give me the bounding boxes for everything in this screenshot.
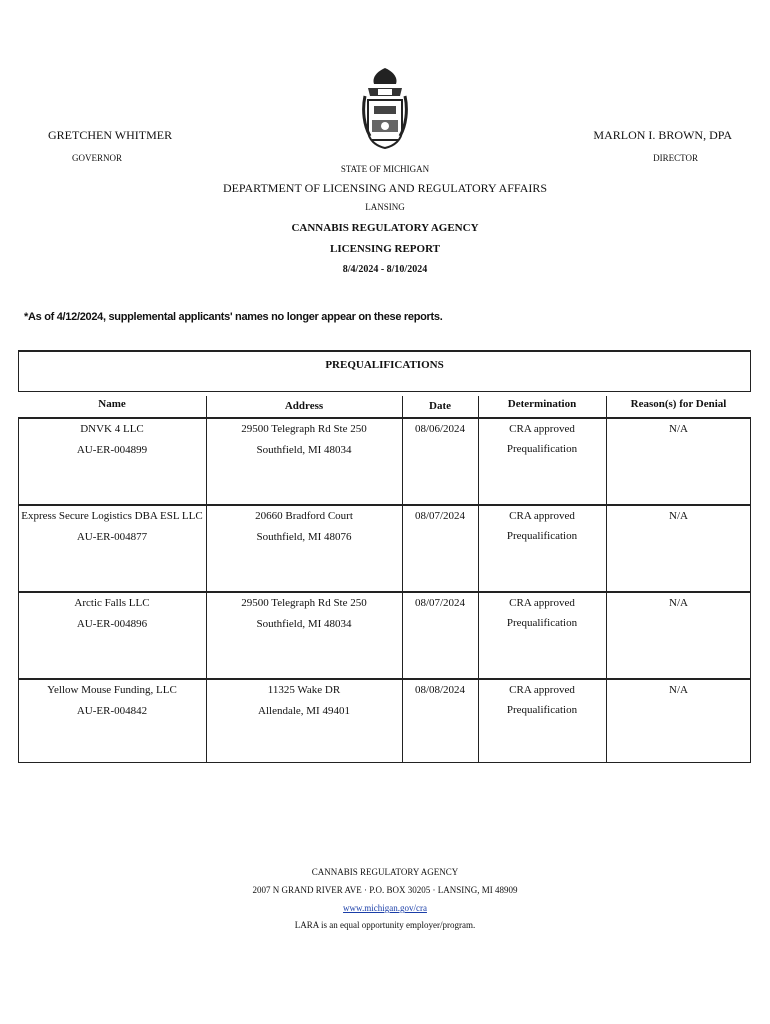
- row-license-id: AU-ER-004877: [76, 531, 148, 543]
- row-date: 08/07/2024: [414, 510, 466, 522]
- supplemental-note: *As of 4/12/2024, supplemental applicants' names no longer appear on these reports.: [24, 311, 443, 323]
- state-name: STATE OF MICHIGAN: [340, 164, 430, 174]
- row-date: 08/07/2024: [414, 597, 466, 609]
- prequalifications-table: [18, 350, 751, 764]
- column-header-address: Address: [284, 400, 324, 412]
- row-reason: N/A: [669, 597, 688, 609]
- footer-agency: CANNABIS REGULATORY AGENCY: [311, 867, 459, 877]
- row-license-id: AU-ER-004896: [76, 618, 148, 630]
- column-header-name: Name: [98, 398, 126, 410]
- row-reason: N/A: [669, 423, 688, 435]
- row-reason: N/A: [669, 684, 688, 696]
- row-determination: CRA approved Prequalification: [506, 597, 578, 629]
- row-reason: N/A: [669, 510, 688, 522]
- row-address-line2: Allendale, MI 49401: [258, 705, 350, 717]
- row-license-id: AU-ER-004899: [76, 444, 148, 456]
- column-header-determination: Determination: [507, 398, 577, 410]
- report-title: LICENSING REPORT: [330, 243, 440, 255]
- row-date: 08/08/2024: [414, 684, 466, 696]
- department-name: DEPARTMENT OF LICENSING AND REGULATORY AFFAIRS: [222, 181, 548, 195]
- report-date-range: 8/4/2024 - 8/10/2024: [342, 264, 428, 275]
- column-header-date: Date: [429, 400, 451, 412]
- director-name: MARLON I. BROWN, DPA: [593, 128, 732, 142]
- footer-eeo-statement: LARA is an equal opportunity employer/program.: [294, 920, 476, 930]
- row-determination: CRA approved Prequalification: [506, 510, 578, 542]
- column-header-reasons: Reason(s) for Denial: [630, 398, 727, 410]
- row-address-line1: 29500 Telegraph Rd Ste 250: [241, 597, 367, 609]
- row-address-line2: Southfield, MI 48076: [256, 531, 352, 543]
- row-date: 08/06/2024: [414, 423, 466, 435]
- section-title: PREQUALIFICATIONS: [325, 359, 444, 371]
- row-address-line2: Southfield, MI 48034: [256, 444, 352, 456]
- row-address-line1: 20660 Bradford Court: [255, 510, 353, 522]
- agency-name: CANNABIS REGULATORY AGENCY: [291, 222, 479, 234]
- row-determination: CRA approved Prequalification: [506, 423, 578, 455]
- row-determination: CRA approved Prequalification: [506, 684, 578, 716]
- row-name: Express Secure Logistics DBA ESL LLC: [21, 510, 203, 522]
- row-name: Yellow Mouse Funding, LLC: [47, 684, 177, 696]
- row-name: DNVK 4 LLC: [80, 423, 144, 435]
- footer-address: 2007 N GRAND RIVER AVE · P.O. BOX 30205 · LANSING, MI 48909: [252, 885, 518, 895]
- row-address-line2: Southfield, MI 48034: [256, 618, 352, 630]
- row-name: Arctic Falls LLC: [74, 597, 150, 609]
- governor-name: GRETCHEN WHITMER: [48, 128, 173, 142]
- governor-title: GOVERNOR: [72, 153, 123, 163]
- row-license-id: AU-ER-004842: [76, 705, 148, 717]
- director-title: DIRECTOR: [653, 153, 698, 163]
- footer-website-link[interactable]: www.michigan.gov/cra: [343, 903, 427, 913]
- row-address-line1: 11325 Wake DR: [267, 684, 341, 696]
- city-name: LANSING: [365, 202, 405, 212]
- michigan-seal-icon: [362, 66, 408, 150]
- row-address-line1: 29500 Telegraph Rd Ste 250: [241, 423, 367, 435]
